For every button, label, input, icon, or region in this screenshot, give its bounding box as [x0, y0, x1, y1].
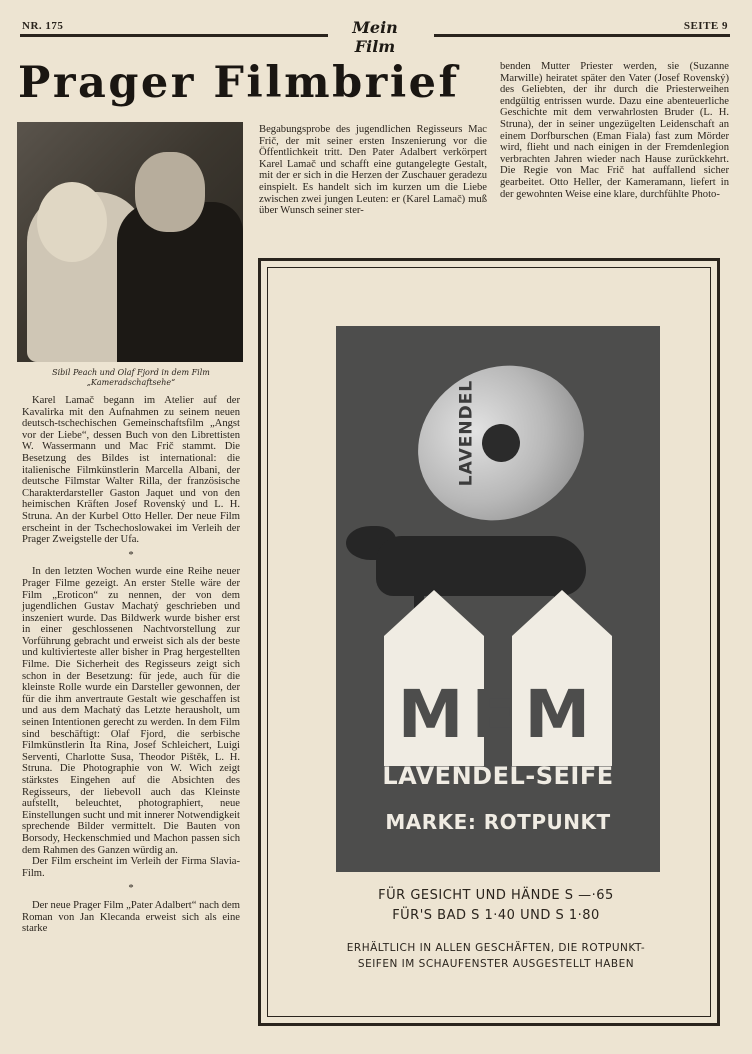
- soap-hole: [475, 417, 526, 468]
- page-number: SEITE 9: [683, 20, 728, 32]
- ad-availability-note: ERHÄLTLICH IN ALLEN GESCHÄFTEN, DIE ROTPUNKT-: [346, 942, 646, 954]
- article-column-left: [22, 395, 240, 935]
- masthead-logo: Mein Film: [352, 18, 398, 56]
- header-rule-left: [20, 34, 328, 37]
- actor-head: [135, 152, 205, 232]
- soap-bar-image: [391, 337, 612, 549]
- dachshund-silhouette: [376, 536, 586, 596]
- ad-product-name: LAVENDEL-SEIFE: [382, 762, 614, 790]
- photo-caption: Sibil Peach und Olaf Fjord in dem Film „Kameradschaftsehe“: [52, 368, 210, 387]
- ad-illustration-panel: [336, 326, 660, 872]
- film-still-photo: [17, 122, 243, 362]
- paragraph: Der Film erscheint im Verleih der Firma Slavia-Film.: [22, 856, 240, 879]
- ad-inner-border: [267, 267, 711, 1017]
- paragraph: Karel Lamač begann im Atelier auf der Kavalirka mit den Aufnahmen zu seinem neuen deutsch-tschechischen Gemeinschaftsfilm „Angst vor der Liebe“, dessen Buch von den Librettisten W. Wassermann und Mac Frič stammt. Die Besetzung des Bildes ist international: die italienische Filmkünstlerin Marcella Albani, der deutsche Filmstar Walter Rilla, der französische Charakterdarsteller Gaston Jaquet und von den heimischen Kräften Josef Rovenský und L. H. Struna. An der Kurbel Otto Heller. Der neue Film erscheint in der Tschechoslowakei im Verleih der Prager Zweigstelle der Ufa.: [22, 395, 240, 546]
- issue-number: NR. 175: [22, 20, 64, 32]
- ad-availability-note: SEIFEN IM SCHAUFENSTER AUSGESTELLT HABEN: [357, 958, 635, 970]
- paragraph: benden Mutter Priester werden, sie (Suzanne Marwille) heiratet später den Vater (Josef Rovenský) des Geliebten, der ihr durch die Priesterweihen endgültig entrissen wurde. Dazu eine abenteuerliche Geschichte mit dem verwahrlosten Bruder (L. H. Struna), der in seiner ungezügelten Leidenschaft an einem Dorfburschen (Eman Fiala) fast zum Mörder wird, flieht und nach einigen in der Fremdenlegion verbrachten Jahren wieder nach Hause zurückkehrt. Die Regie von Mac Frič hat auffallend sicher gearbeitet. Otto Heller, der Kameramann, liefert in der gewohnten Weise eine klare, durchfühlte Photo-: [500, 61, 729, 200]
- actress-head: [37, 182, 107, 262]
- article-headline: Prager Filmbrief: [18, 58, 460, 108]
- mem-logo: MEM: [397, 676, 599, 753]
- paragraph: In den letzten Wochen wurde eine Reihe neuer Prager Filme gezeigt. An erster Stelle wäre der Film „Eroticon“ zu nennen, der von dem jugendlichen Gustav Machatý geschrieben und inszeniert wurde. Das Bildwerk wurde bisher erst in einer geschlossenen Nachtvorstellung zur Vorführung gebracht und erweist sich als der beste und kultivierteste aller bisher in Prag hergestellten Filme. Die Sicherheit des Regisseurs zeigt sich schon in der Besetzung: für jede, auch für die kleinste Rolle wurde ein Darsteller gewonnen, der für die ihm anvertraute Gestalt wie geschaffen ist und aus dem Machatý das Letzte herausholt, um seinen Intentionen gerecht zu werden. In dem Film sind beschäftigt: Olaf Fjord, die serbische Filmkünstlerin Ita Rina, Josef Schleichert, Luigi Serventi, Charlotte Susa, Theodor Pištěk, L. H. Struna. Die Photographie von W. Wich zeigt stärkstes Eingehen auf die Absichten des Regisseurs, der liebevoll auch das Kleinste aufstellt, beleuchtet, photographiert, neue Einstellungen sucht und mit innerer Notwendigkeit sprechende Bilder vermittelt. Die Bauten von Borsody, Heckenschmied und Machon passen sich dem Rahmen des Ganzen würdig an.: [22, 566, 240, 856]
- paragraph: Der neue Prager Film „Pater Adalbert“ nach dem Roman von Jan Klecanda erweist sich als eine starke: [22, 899, 240, 935]
- article-column-middle: [259, 124, 487, 217]
- paragraph: Begabungsprobe des jugendlichen Regisseurs Mac Frič, der mit seiner ersten Inszenierung vor die Öffentlichkeit tritt. Den Pater Adalbert verkörpert Karel Lamač und schafft eine gutangelegte Gestalt, mit der er sich in die Herzen der Zuschauer geradezu einspielt. Es handelt sich im kurzen um die Liebe zwischen zwei jungen Leuten: er (Karel Lamač) muß über Wunsch seiner ster-: [259, 124, 487, 217]
- ad-price-line: FÜR GESICHT UND HÄNDE S —·65: [378, 888, 614, 903]
- section-separator: *: [128, 883, 134, 895]
- section-separator: *: [128, 549, 134, 561]
- soap-embossed-text: LAVENDEL: [456, 379, 477, 487]
- header-rule-right: [434, 34, 730, 37]
- ad-price-line: FÜR'S BAD S 1·40 UND S 1·80: [392, 908, 600, 923]
- soap-advertisement: [258, 258, 720, 1026]
- ad-brand-line: MARKE: ROTPUNKT: [385, 810, 611, 834]
- article-column-right: [500, 61, 729, 200]
